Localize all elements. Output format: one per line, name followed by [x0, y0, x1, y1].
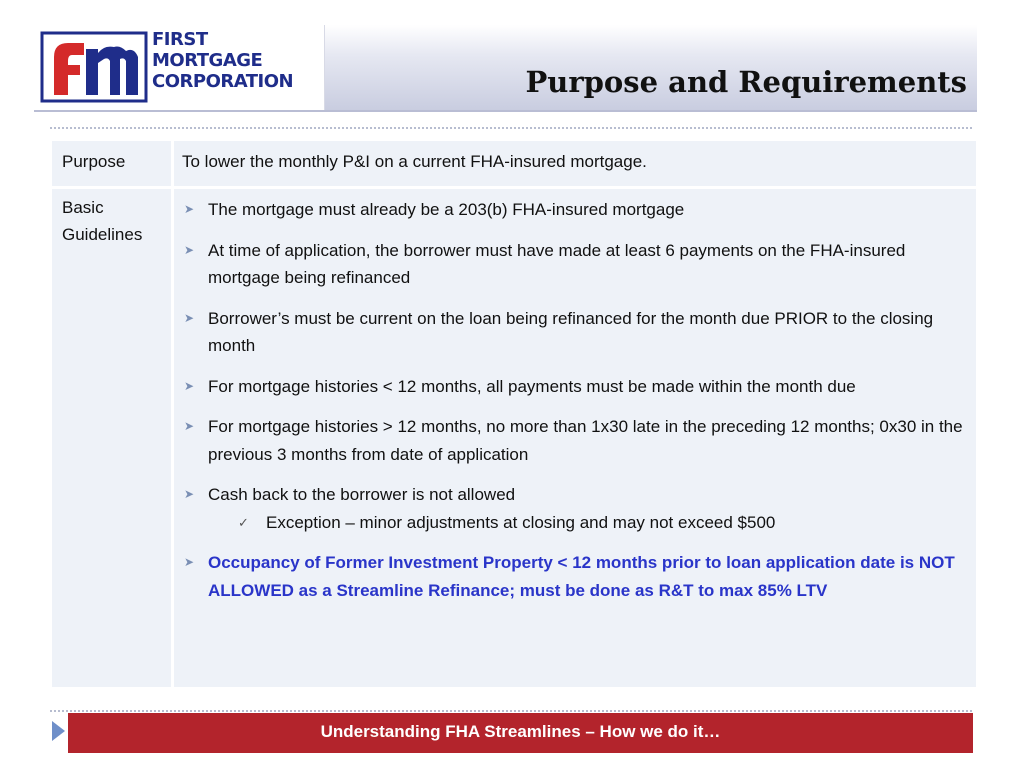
arrow-bullet-icon: ➤ — [184, 242, 195, 257]
bullet-text: Occupancy of Former Investment Property < 12 months prior to loan application date is NOT ALLOWED as a Streamline Refinance; must be done as R&T to max 85% LTV — [208, 553, 955, 600]
bullet-text: For mortgage histories > 12 months, no more than 1x30 late in the preceding 12 months; 0x30 in the previous 3 months from date of application — [208, 417, 963, 464]
column-divider — [171, 141, 174, 687]
bullet-text: For mortgage histories < 12 months, all payments must be made within the month due — [208, 376, 856, 396]
header — [34, 25, 977, 112]
list-item — [182, 413, 967, 468]
row-divider — [52, 186, 976, 189]
list-item — [182, 196, 967, 224]
logo-wordmark — [152, 29, 293, 92]
arrow-bullet-icon: ➤ — [184, 555, 195, 569]
arrow-bullet-icon: ➤ — [184, 310, 195, 325]
arrow-bullet-icon: ➤ — [184, 202, 195, 216]
sub-bullet-text: Exception – minor adjustments at closing and may not exceed $500 — [266, 512, 776, 532]
footer-text: Understanding FHA Streamlines – How we do it… — [320, 722, 721, 741]
check-icon: ✓ — [238, 514, 249, 530]
header-divider — [50, 127, 972, 129]
list-item — [182, 305, 967, 360]
guidelines-list — [182, 196, 967, 617]
list-item — [182, 373, 967, 401]
footer-divider — [50, 710, 972, 712]
page-title: Purpose and Requirements — [525, 65, 967, 99]
arrow-bullet-icon: ➤ — [184, 378, 195, 393]
list-item-highlight — [182, 549, 967, 604]
triangle-right-icon[interactable] — [52, 721, 65, 741]
arrow-bullet-icon: ➤ — [184, 487, 195, 501]
arrow-bullet-icon: ➤ — [184, 419, 195, 433]
logo-line-2: MORTGAGE — [152, 50, 263, 71]
guidelines-label: Basic Guidelines — [62, 198, 143, 244]
logo-mark-icon — [40, 31, 148, 103]
bullet-text: Cash back to the borrower is not allowed — [208, 485, 516, 504]
bullet-text: At time of application, the borrower must have made at least 6 payments on the FHA-insured mortgage being refinanced — [208, 240, 906, 287]
purpose-label: Purpose — [62, 152, 126, 171]
requirements-table — [52, 141, 976, 687]
company-logo — [34, 25, 325, 110]
sub-list-item — [208, 509, 967, 537]
purpose-text: To lower the monthly P&I on a current FHA-insured mortgage. — [182, 152, 647, 171]
bullet-text: The mortgage must already be a 203(b) FHA-insured mortgage — [208, 200, 685, 219]
list-item — [182, 237, 967, 292]
logo-line-3: CORPORATION — [152, 71, 294, 92]
bullet-text: Borrower’s must be current on the loan being refinanced for the month due PRIOR to the closing month — [208, 308, 934, 355]
list-item — [182, 481, 967, 536]
footer-banner — [68, 713, 973, 753]
logo-line-1: FIRST — [152, 29, 208, 50]
